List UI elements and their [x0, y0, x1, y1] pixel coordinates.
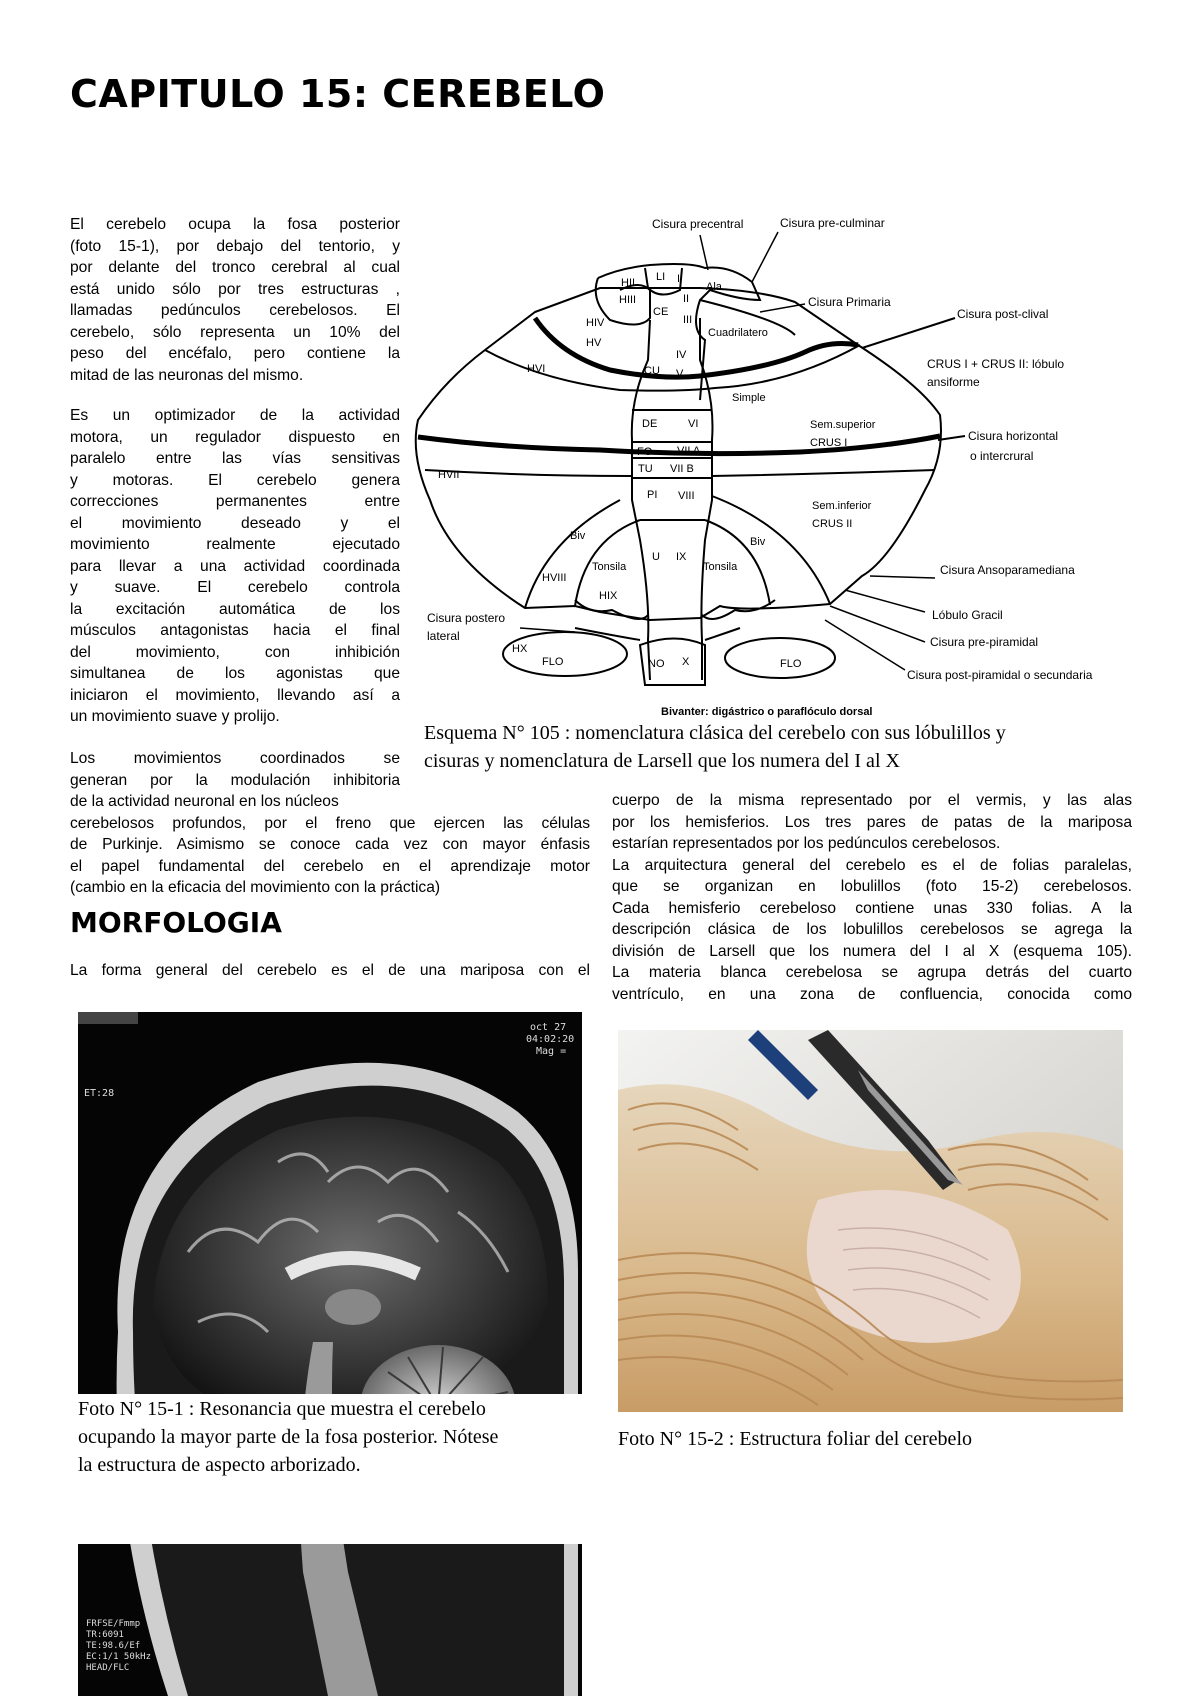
region-label: HIII — [619, 294, 637, 306]
mri-seq-2: TR:6091 — [86, 1630, 124, 1640]
region-label: IV — [676, 349, 687, 361]
label-cisura-preculminar: Cisura pre-culminar — [780, 216, 885, 230]
text-line: estarían representados por los pedúnculos cerebelosos. — [612, 835, 1001, 852]
region-label: Biv — [750, 536, 766, 548]
mri-time: 04:02:20 — [526, 1034, 575, 1045]
label-cisura-posterolateral-2: lateral — [427, 629, 460, 643]
text-line: llamadas pedúnculos cerebelosos. El — [70, 302, 400, 319]
region-label: U — [652, 551, 660, 563]
text-line: y motoras. El cerebelo genera — [70, 471, 400, 489]
text-line: cerebelo, sólo representa un 10% del — [70, 323, 400, 341]
region-label: HII — [621, 277, 636, 289]
region-label: Sem.inferior — [812, 500, 872, 512]
mri-seq-3: TE:98.6/Ef — [86, 1641, 141, 1651]
region-label: Cuadrilatero — [708, 327, 768, 339]
region-label: VII A — [677, 445, 701, 457]
label-cisura-primaria: Cisura Primaria — [808, 295, 891, 309]
region-label: VII B — [670, 463, 694, 475]
section-heading: MORFOLOGIA — [70, 906, 282, 939]
region-label: HVII — [438, 469, 460, 481]
text-line: músculos antagonistas hacia el final — [70, 622, 400, 639]
mri-mag: Mag = — [536, 1046, 567, 1057]
region-label: Biv — [570, 530, 586, 542]
text-line: La arquitectura general del cerebelo es el de folias paralelas, — [612, 856, 1132, 874]
label-cisura-horizontal: Cisura horizontal — [968, 429, 1059, 443]
text-line: Es un optimizador de la actividad — [70, 407, 400, 424]
label-cisura-posterolateral: Cisura postero — [427, 611, 506, 625]
label-crus-2: ansiforme — [927, 375, 980, 389]
label-lobulo-gracil: Lóbulo Gracil — [932, 608, 1003, 622]
text-line: Cada hemisferio cerebeloso contiene unas 330 folias. A la — [612, 899, 1132, 917]
text-line: movimiento realmente ejecutado — [70, 536, 400, 553]
text-line: La forma general del cerebelo es el de una mariposa con el — [70, 962, 590, 979]
region-label: FLO — [780, 658, 802, 670]
region-label: III — [683, 314, 693, 326]
region-label: CRUS I — [810, 437, 848, 449]
text-line: por delante del tronco cerebral al cual — [70, 259, 400, 276]
region-label: HIV — [586, 317, 605, 329]
region-label: VI — [688, 418, 699, 430]
text-line: mitad de las neuronas del mismo. — [70, 366, 304, 384]
motor-paragraph — [70, 405, 400, 728]
text-line: Los movimientos coordinados se — [70, 750, 400, 767]
label-cisura-prepiramidal: Cisura pre-piramidal — [930, 635, 1039, 649]
region-label: CE — [653, 306, 669, 318]
mri-seq-5: HEAD/FLC — [86, 1663, 130, 1673]
region-label: Tonsila — [592, 561, 627, 573]
text-line: el movimiento deseado y el — [70, 514, 400, 532]
label-cisura-postclival: Cisura post-clival — [957, 307, 1049, 321]
page-title: CAPITULO 15: CEREBELO — [70, 72, 606, 116]
text-line: está unido sólo por tres estructuras , — [70, 280, 400, 298]
foto1-caption-3: la estructura de aspecto arborizado. — [78, 1454, 361, 1476]
text-line: motora, un regulador dispuesto en — [70, 428, 400, 446]
region-label: CU — [644, 365, 660, 377]
mri-seq-4: EC:1/1 50kHz — [86, 1652, 152, 1662]
region-label: FO — [637, 446, 653, 458]
esquema-caption-1: Esquema N° 105 : nomenclatura clásica del cerebelo con sus lóbulillos y — [424, 722, 1006, 744]
text-line: ventrículo, en una zona de confluencia, conocida como — [612, 985, 1132, 1003]
text-line: división de Larsell que los numera del I al X (esquema 105). — [612, 942, 1132, 960]
text-line: simultanea de los agonistas que — [70, 665, 400, 682]
region-label: Tonsila — [703, 561, 738, 573]
text-line: iniciaron el movimiento, llevando así a — [70, 686, 400, 704]
text-line: de la actividad neuronal en los núcleos — [70, 793, 339, 810]
intro-paragraph — [70, 214, 400, 386]
region-label: HV — [586, 337, 602, 349]
text-line: por los hemisferios. Los tres pares de patas de la mariposa — [612, 813, 1132, 831]
region-label: HVI — [527, 363, 546, 375]
region-label: TU — [638, 463, 653, 475]
text-line: y suave. El cerebelo controla — [70, 579, 400, 596]
region-label: VIII — [678, 490, 695, 502]
right-column-text — [612, 790, 1132, 1005]
region-label: IX — [676, 551, 687, 563]
text-line: cerebelosos profundos, por el freno que ejercen las células — [70, 814, 590, 832]
cerebellum-diagram — [400, 205, 1150, 720]
region-label: Ala — [706, 281, 722, 293]
text-line: cuerpo de la misma representado por el vermis, y las alas — [612, 792, 1132, 809]
esquema-caption-2: cisuras y nomenclatura de Larsell que los numera del I al X — [424, 750, 900, 772]
text-line: para llevar a una actividad coordinada — [70, 557, 400, 575]
mri-photo — [78, 1012, 582, 1696]
label-cisura-precentral: Cisura precentral — [652, 217, 744, 231]
text-line: (foto 15-1), por debajo del tentorio, y — [70, 237, 400, 255]
region-label: LI — [656, 271, 666, 283]
region-label: HX — [512, 643, 528, 655]
label-cisura-postpiramidal: Cisura post-piramidal o secundaria — [907, 668, 1093, 682]
foto1-caption-1: Foto N° 15-1 : Resonancia que muestra el cerebelo — [78, 1398, 486, 1420]
region-label: Sem.superior — [810, 419, 876, 431]
text-line: la excitación automática de los — [70, 600, 400, 618]
foto1-caption-2: ocupando la mayor parte de la fosa posterior. Nótese — [78, 1426, 499, 1448]
text-line: del movimiento, con inhibición — [70, 643, 400, 661]
text-line: un movimiento suave y prolijo. — [70, 708, 280, 725]
region-label: X — [682, 656, 690, 668]
text-line: generan por la modulación inhibitoria — [70, 771, 400, 789]
foto2-caption: Foto N° 15-2 : Estructura foliar del cerebelo — [618, 1428, 972, 1450]
mri-seq-1: FRFSE/Fmmp — [86, 1619, 141, 1629]
region-label: HIX — [599, 590, 618, 602]
region-label: V — [676, 368, 684, 380]
mri-date: oct 27 — [530, 1022, 567, 1033]
region-label: Simple — [732, 392, 766, 404]
region-label: CRUS II — [812, 518, 853, 530]
text-line: paralelo entre las vías sensitivas — [70, 450, 400, 467]
region-label: II — [683, 293, 690, 305]
label-intercrural: o intercrural — [970, 449, 1034, 463]
diagram-footnote: Bivanter: digástrico o paraflóculo dorsal — [661, 706, 873, 718]
text-line: peso del encéfalo, pero contiene la — [70, 345, 400, 362]
region-label: FLO — [542, 656, 564, 668]
text-line: (cambio en la eficacia del movimiento con la práctica) — [70, 879, 441, 896]
region-label: HVIII — [542, 572, 567, 584]
text-line: descripción clásica de los lobulillos cerebelosos se agrega la — [612, 921, 1132, 938]
text-line: de Purkinje. Asimismo se conoce cada vez con mayor énfasis — [70, 836, 590, 853]
text-line: El cerebelo ocupa la fosa posterior — [70, 216, 400, 233]
label-crus-1: CRUS I + CRUS II: lóbulo — [927, 357, 1065, 371]
dissection-photo — [618, 1030, 1123, 1412]
mri-et: ET:28 — [84, 1088, 115, 1099]
label-ansoparamediana: Cisura Ansoparamediana — [940, 563, 1075, 577]
region-label: PI — [647, 489, 658, 501]
region-label: DE — [642, 418, 658, 430]
text-line: La materia blanca cerebelosa se agrupa detrás del cuarto — [612, 964, 1132, 981]
text-line: correcciones permanentes entre — [70, 493, 400, 510]
region-label: NO — [648, 658, 665, 670]
region-label: I — [677, 273, 681, 285]
text-line: que se organizan en lobulillos (foto 15-2) cerebelosos. — [612, 878, 1132, 895]
text-line: el papel fundamental del cerebelo en el aprendizaje motor — [70, 857, 590, 875]
